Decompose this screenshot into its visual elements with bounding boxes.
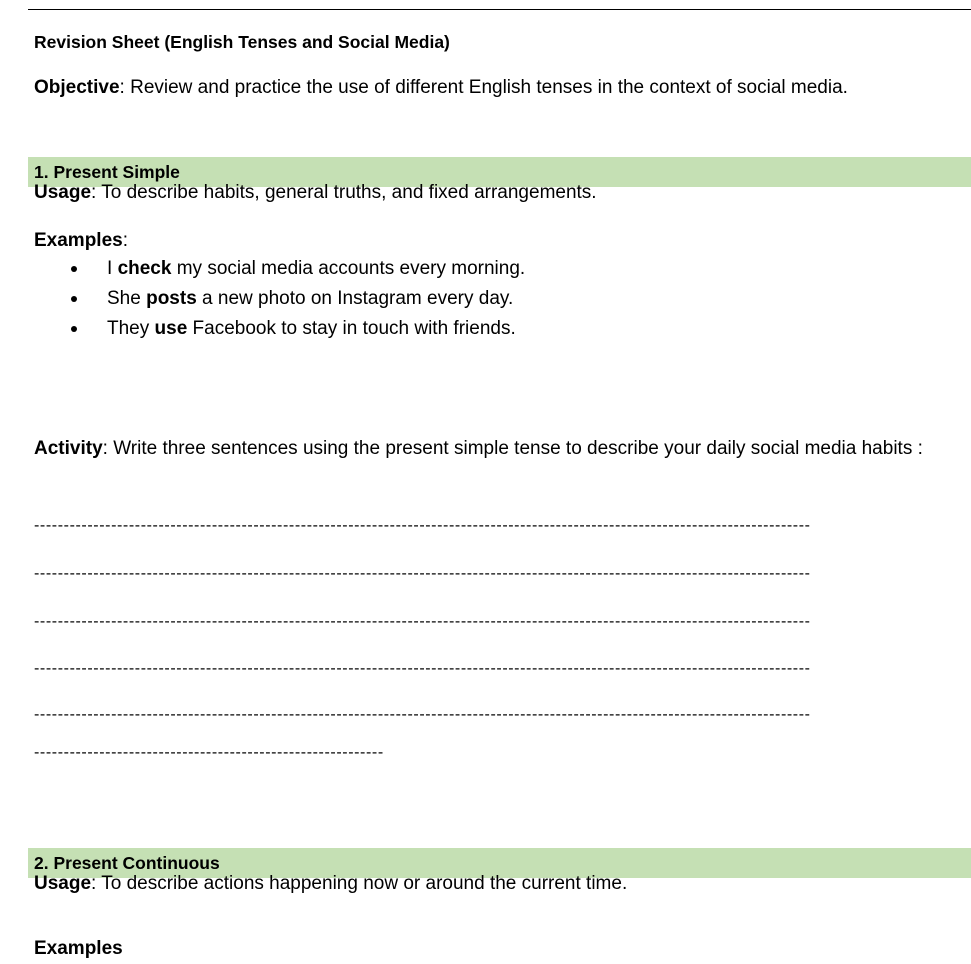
examples-heading-continuous (34, 934, 123, 964)
usage-text: : To describe habits, general truths, and fixed arrangements. (91, 182, 597, 203)
examples-label: Examples (34, 938, 123, 959)
answer-line[interactable]: ----------------------------------------------------------------------------------------------------------------------------------- (34, 660, 811, 677)
activity-label: Activity (34, 438, 103, 459)
objective-text: : Review and practice the use of different English tenses in the context of social media. (119, 77, 848, 98)
activity-text: : Write three sentences using the present simple tense to describe your daily social media habits : (102, 438, 923, 459)
top-rule (28, 9, 971, 10)
document-title: Revision Sheet (English Tenses and Social Media) (34, 32, 450, 52)
usage-text: : To describe actions happening now or around the current time. (91, 873, 628, 894)
examples-heading: Examples: (34, 230, 129, 251)
objective-paragraph (34, 73, 964, 103)
example-verb: posts (146, 288, 197, 309)
activity-paragraph (34, 434, 954, 464)
list-item: I check my social media accounts every morning. (34, 254, 525, 284)
list-item: She posts a new photo on Instagram every day. (34, 284, 525, 314)
usage-label: Usage (34, 182, 92, 203)
examples-list (34, 254, 525, 344)
usage-present-continuous (34, 869, 627, 899)
examples-label: Examples (34, 230, 123, 251)
usage-label: Usage (34, 873, 92, 894)
example-verb: use (154, 318, 188, 339)
section-header-present-continuous: 2. Present Continuous (28, 848, 971, 878)
answer-line[interactable]: ----------------------------------------------------------------------------------------------------------------------------------- (34, 613, 811, 630)
document-body (34, 30, 964, 103)
list-item: They use Facebook to stay in touch with friends. (34, 314, 525, 344)
section-header-present-simple: 1. Present Simple (28, 157, 971, 187)
usage-present-simple (34, 178, 597, 208)
answer-line[interactable]: ----------------------------------------------------------------------------------------------------------------------------------- (34, 706, 811, 723)
example-verb: check (117, 258, 172, 279)
answer-line[interactable]: ----------------------------------------------------------------------------------------------------------------------------------- (34, 517, 811, 534)
objective-label: Objective (34, 77, 120, 98)
answer-line[interactable]: ----------------------------------------------------------------------------------------------------------------------------------- (34, 565, 811, 582)
answer-line[interactable]: ----------------------------------------------------------- (34, 744, 384, 761)
